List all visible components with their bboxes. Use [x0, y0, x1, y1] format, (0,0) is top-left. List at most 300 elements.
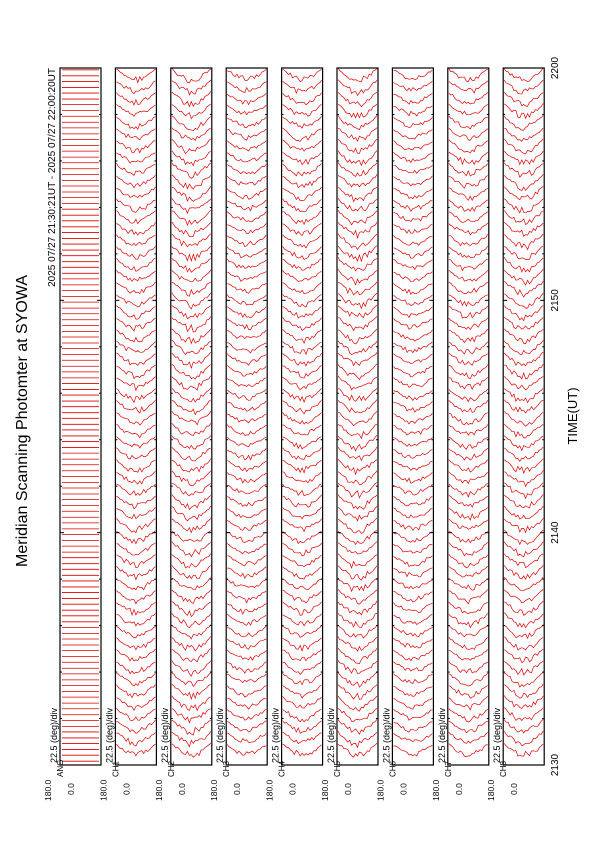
angle-scan — [62, 151, 99, 157]
emission-scan — [393, 638, 432, 648]
emission-scan — [338, 246, 377, 262]
emission-scan — [172, 495, 211, 510]
trace-group — [449, 69, 488, 757]
emission-scan — [227, 733, 266, 743]
emission-scan — [283, 235, 322, 248]
emission-scan — [449, 365, 488, 379]
emission-scan — [449, 270, 488, 281]
emission-scan — [227, 295, 266, 306]
emission-scan — [283, 187, 322, 201]
emission-scan — [227, 343, 266, 353]
emission-scan — [338, 282, 377, 295]
panel-label: CH4 — [277, 760, 287, 777]
angle-scan — [62, 442, 99, 448]
emission-scan — [449, 448, 488, 460]
emission-scan — [116, 270, 155, 281]
emission-scan — [283, 176, 322, 187]
emission-scan — [283, 400, 322, 413]
y-tick-label-top: 180.0 — [264, 779, 275, 801]
emission-scan — [116, 566, 155, 579]
emission-scan — [338, 566, 377, 581]
emission-scan — [227, 532, 266, 542]
y-tick-label-bottom: 0.0 — [232, 783, 243, 795]
emission-scan — [393, 568, 432, 577]
angle-scan — [62, 593, 99, 599]
emission-scan — [338, 104, 377, 118]
emission-scan — [449, 377, 488, 389]
panel-label: CH3 — [222, 760, 232, 777]
emission-scan — [283, 567, 322, 579]
emission-scan — [116, 685, 155, 698]
chart-title: Meridian Scanning Photomter at SYOWA — [14, 275, 31, 567]
emission-scan — [338, 494, 377, 509]
emission-scan — [116, 484, 155, 495]
emission-scan — [338, 128, 377, 142]
emission-scan — [449, 81, 488, 93]
emission-scan — [393, 544, 432, 553]
emission-scan — [283, 685, 322, 698]
emission-scan — [283, 271, 322, 282]
y-tick-label-top: 180.0 — [430, 779, 441, 801]
emission-scan — [283, 342, 322, 355]
emission-scan — [172, 199, 211, 214]
emission-scan — [449, 413, 488, 425]
emission-scan — [116, 365, 155, 378]
emission-scan — [393, 733, 432, 742]
emission-scan — [449, 472, 488, 484]
emission-scan — [338, 187, 377, 201]
panel-ch7 — [431, 68, 489, 801]
emission-scan — [116, 507, 155, 518]
emission-scan — [504, 459, 543, 473]
emission-scan — [338, 174, 377, 187]
y-tick-label-top: 180.0 — [43, 779, 53, 801]
emission-scan — [172, 92, 211, 107]
emission-scan — [116, 697, 155, 710]
emission-scan — [283, 673, 322, 684]
emission-scan — [393, 662, 432, 671]
emission-scan — [172, 625, 211, 639]
emission-scan — [504, 649, 543, 662]
emission-scan — [449, 176, 488, 189]
emission-scan — [172, 246, 211, 261]
angle-scan — [62, 81, 99, 87]
emission-scan — [172, 151, 211, 166]
emission-scan — [116, 555, 155, 568]
angle-scan — [62, 511, 99, 517]
emission-scan — [227, 604, 266, 614]
angle-scan — [62, 453, 99, 459]
emission-scan — [116, 579, 155, 590]
emission-scan — [283, 472, 322, 483]
angle-scan — [62, 476, 99, 482]
panel-label: CH1 — [111, 760, 121, 777]
emission-scan — [449, 188, 488, 200]
y-tick-label-top: 180.0 — [375, 779, 386, 801]
emission-scan — [172, 234, 211, 247]
angle-scan — [62, 349, 99, 355]
emission-scan — [338, 222, 377, 238]
y-tick-label-bottom: 0.0 — [453, 783, 464, 795]
emission-scan — [504, 518, 543, 532]
emission-scan — [393, 627, 432, 637]
emission-scan — [172, 590, 211, 604]
trace-group — [283, 69, 322, 756]
emission-scan — [283, 388, 322, 402]
emission-scan — [504, 103, 543, 118]
angle-scan — [62, 221, 99, 227]
emission-scan — [172, 139, 211, 154]
emission-scan — [283, 507, 322, 519]
emission-scan — [283, 614, 322, 626]
emission-scan — [449, 295, 488, 306]
emission-scan — [116, 69, 155, 83]
angle-scan — [62, 70, 99, 76]
angle-scan — [62, 163, 99, 169]
emission-scan — [227, 117, 266, 127]
emission-scan — [227, 164, 266, 173]
emission-scan — [227, 354, 266, 366]
emission-scan — [283, 104, 322, 116]
emission-scan — [172, 352, 211, 368]
emission-scan — [227, 105, 266, 115]
trace-group — [62, 70, 99, 761]
angle-scan — [62, 232, 99, 238]
angle-scan — [62, 674, 99, 680]
emission-scan — [172, 388, 211, 402]
emission-scan — [449, 69, 488, 82]
emission-scan — [116, 246, 155, 259]
emission-scan — [172, 423, 211, 435]
emission-scan — [283, 590, 322, 603]
emission-scan — [393, 520, 432, 530]
emission-scan — [283, 317, 322, 330]
emission-scan — [283, 246, 322, 259]
emission-scan — [393, 224, 432, 233]
emission-scan — [116, 282, 155, 294]
angle-scan — [62, 186, 99, 192]
emission-scan — [172, 447, 211, 461]
y-tick-label-top: 180.0 — [320, 779, 330, 801]
emission-scan — [338, 435, 377, 451]
emission-scan — [227, 650, 266, 660]
emission-scan — [172, 649, 211, 662]
emission-scan — [283, 153, 322, 165]
angle-scan — [62, 174, 99, 180]
angle-scan — [62, 105, 99, 111]
emission-scan — [227, 472, 266, 483]
emission-scan — [172, 743, 211, 757]
emission-scan — [227, 414, 266, 423]
emission-scan — [172, 68, 211, 83]
emission-scan — [227, 141, 266, 151]
emission-scan — [504, 400, 543, 413]
emission-scan — [449, 424, 488, 435]
emission-scan — [504, 269, 543, 285]
angle-scan — [62, 558, 99, 564]
emission-scan — [449, 329, 488, 342]
emission-scan — [116, 235, 155, 246]
emission-scan — [504, 411, 543, 426]
emission-scan — [116, 400, 155, 413]
emission-scan — [172, 542, 211, 557]
emission-scan — [116, 153, 155, 163]
emission-scan — [504, 661, 543, 675]
x-tick-label: 2150 — [550, 289, 562, 312]
emission-scan — [393, 330, 432, 341]
emission-scan — [283, 282, 322, 294]
emission-scan — [227, 378, 266, 387]
emission-scan — [338, 163, 377, 177]
emission-scan — [283, 661, 322, 674]
angle-scan — [62, 93, 99, 99]
emission-scan — [227, 247, 266, 258]
emission-scan — [338, 376, 377, 390]
emission-scan — [338, 400, 377, 413]
emission-scan — [393, 401, 432, 412]
emission-scan — [116, 175, 155, 188]
emission-scan — [283, 329, 322, 343]
angle-scan — [62, 546, 99, 552]
panel-ch8 — [486, 68, 544, 801]
emission-scan — [338, 685, 377, 700]
emission-scan — [449, 234, 488, 245]
emission-scan — [116, 306, 155, 319]
y-tick-label-top: 180.0 — [98, 779, 109, 801]
emission-scan — [393, 272, 432, 282]
angle-scan — [62, 569, 99, 575]
angle-scan — [62, 662, 99, 668]
scale-label: 22.5 (deg)/div — [104, 707, 115, 763]
panel-label: CH8 — [499, 760, 509, 777]
emission-scan — [338, 542, 377, 554]
emission-scan — [172, 602, 211, 617]
emission-scan — [449, 531, 488, 543]
angle-scan — [62, 256, 99, 262]
emission-scan — [338, 257, 377, 271]
emission-scan — [172, 709, 211, 723]
emission-scan — [504, 625, 543, 639]
emission-scan — [283, 140, 322, 151]
emission-scan — [116, 211, 155, 224]
emission-scan — [283, 306, 322, 318]
emission-scan — [283, 495, 322, 507]
emission-scan — [449, 519, 488, 529]
emission-scan — [227, 497, 266, 507]
emission-scan — [338, 731, 377, 747]
emission-scan — [116, 424, 155, 438]
emission-scan — [338, 317, 377, 331]
emission-scan — [227, 544, 266, 554]
emission-scan — [338, 483, 377, 498]
angle-scan — [62, 534, 99, 540]
emission-scan — [393, 106, 432, 116]
emission-scan — [116, 377, 155, 391]
emission-scan — [172, 519, 211, 533]
emission-scan — [504, 139, 543, 154]
angle-scan — [62, 627, 99, 633]
emission-scan — [393, 484, 432, 495]
emission-scan — [504, 80, 543, 94]
emission-scan — [227, 153, 266, 162]
panel-ch5 — [320, 68, 378, 801]
emission-scan — [116, 81, 155, 94]
angle-scan — [62, 488, 99, 494]
emission-scan — [449, 282, 488, 294]
emission-scan — [116, 341, 155, 352]
angle-scan — [62, 198, 99, 204]
emission-scan — [283, 259, 322, 271]
emission-scan — [449, 128, 488, 140]
angle-scan — [62, 523, 99, 529]
emission-scan — [449, 223, 488, 235]
emission-scan — [283, 602, 322, 616]
emission-scan — [172, 329, 211, 344]
emission-scan — [449, 104, 488, 115]
emission-scan — [172, 163, 211, 178]
emission-scan — [338, 661, 377, 674]
emission-scan — [393, 152, 432, 162]
trace-group — [172, 68, 211, 757]
emission-scan — [393, 295, 432, 306]
y-tick-label-bottom: 0.0 — [66, 783, 76, 795]
emission-scan — [449, 709, 488, 722]
emission-scan — [393, 354, 432, 364]
emission-scan — [283, 425, 322, 435]
angle-scan — [62, 244, 99, 250]
emission-scan — [116, 163, 155, 175]
angle-scan — [62, 116, 99, 122]
panel-label: ANG — [56, 759, 65, 777]
emission-scan — [393, 532, 432, 542]
angle-scan — [62, 604, 99, 610]
emission-scan — [227, 389, 266, 400]
emission-scan — [449, 686, 488, 699]
emission-scan — [504, 163, 543, 177]
emission-scan — [449, 554, 488, 568]
emission-scan — [283, 460, 322, 473]
x-axis-ticks — [550, 56, 561, 776]
emission-scan — [172, 186, 211, 201]
emission-scan — [338, 269, 377, 285]
emission-scan — [504, 376, 543, 390]
emission-scan — [504, 601, 543, 616]
emission-scan — [504, 719, 543, 733]
emission-scan — [283, 721, 322, 734]
y-tick-label-top: 180.0 — [209, 779, 220, 801]
emission-scan — [172, 305, 211, 318]
trace-group — [227, 69, 266, 755]
emission-scan — [393, 425, 432, 435]
emission-scan — [449, 732, 488, 743]
scale-label: 22.5 (deg)/div — [436, 707, 447, 763]
emission-scan — [116, 591, 155, 604]
emission-scan — [283, 709, 322, 722]
emission-scan — [116, 662, 155, 674]
emission-scan — [283, 164, 322, 176]
emission-scan — [283, 531, 322, 543]
emission-scan — [393, 319, 432, 330]
panels — [43, 68, 544, 801]
angle-scan — [62, 360, 99, 366]
emission-scan — [393, 259, 432, 269]
emission-scan — [504, 696, 543, 709]
emission-scan — [449, 613, 488, 627]
chart-subtitle: 2025 07/27 21:30:21UT - 2025 07/27 22:00:20UT — [47, 68, 58, 287]
emission-scan — [172, 128, 211, 141]
angle-scan — [62, 337, 99, 343]
emission-scan — [172, 436, 211, 450]
angle-scan — [62, 465, 99, 471]
emission-scan — [338, 471, 377, 485]
emission-scan — [116, 543, 155, 555]
emission-scan — [504, 589, 543, 602]
y-tick-label-bottom: 0.0 — [287, 783, 298, 795]
emission-scan — [504, 352, 543, 366]
emission-scan — [393, 614, 432, 624]
emission-scan — [338, 459, 377, 474]
emission-scan — [338, 92, 377, 106]
emission-scan — [172, 673, 211, 687]
x-axis-label: TIME(UT) — [565, 387, 580, 445]
emission-scan — [283, 365, 322, 378]
emission-scan — [227, 82, 266, 93]
emission-scan — [504, 68, 543, 82]
emission-scan — [227, 674, 266, 682]
emission-scan — [504, 364, 543, 379]
emission-scan — [172, 293, 211, 309]
angle-scan — [62, 418, 99, 424]
panel-frame — [60, 68, 101, 765]
emission-scan — [449, 590, 488, 604]
emission-scan — [338, 341, 377, 355]
emission-scan — [283, 413, 322, 425]
emission-scan — [504, 542, 543, 557]
emission-scan — [227, 401, 266, 411]
emission-scan — [504, 424, 543, 438]
emission-scan — [338, 613, 377, 627]
emission-scan — [116, 129, 155, 140]
emission-scan — [449, 163, 488, 176]
emission-scan — [393, 449, 432, 458]
scale-label: 22.5 (deg)/div — [381, 707, 392, 763]
emission-scan — [449, 637, 488, 649]
emission-scan — [504, 708, 543, 721]
emission-scan — [338, 672, 377, 687]
emission-scan — [449, 353, 488, 365]
emission-scan — [172, 210, 211, 225]
emission-scan — [116, 117, 155, 130]
emission-scan — [393, 745, 432, 756]
emission-scan — [449, 696, 488, 710]
trace-group — [393, 70, 432, 756]
emission-scan — [172, 411, 211, 425]
emission-scan — [504, 483, 543, 499]
emission-scan — [227, 318, 266, 330]
y-tick-label-bottom: 0.0 — [121, 783, 132, 795]
angle-scan — [62, 755, 99, 761]
emission-scan — [227, 437, 266, 447]
panel-label: CH6 — [388, 760, 398, 777]
emission-scan — [393, 602, 432, 612]
emission-scan — [338, 625, 377, 638]
emission-scan — [227, 461, 266, 472]
emission-scan — [283, 626, 322, 638]
emission-scan — [338, 305, 377, 318]
emission-scan — [172, 104, 211, 119]
angle-scan — [62, 697, 99, 703]
emission-scan — [393, 650, 432, 661]
